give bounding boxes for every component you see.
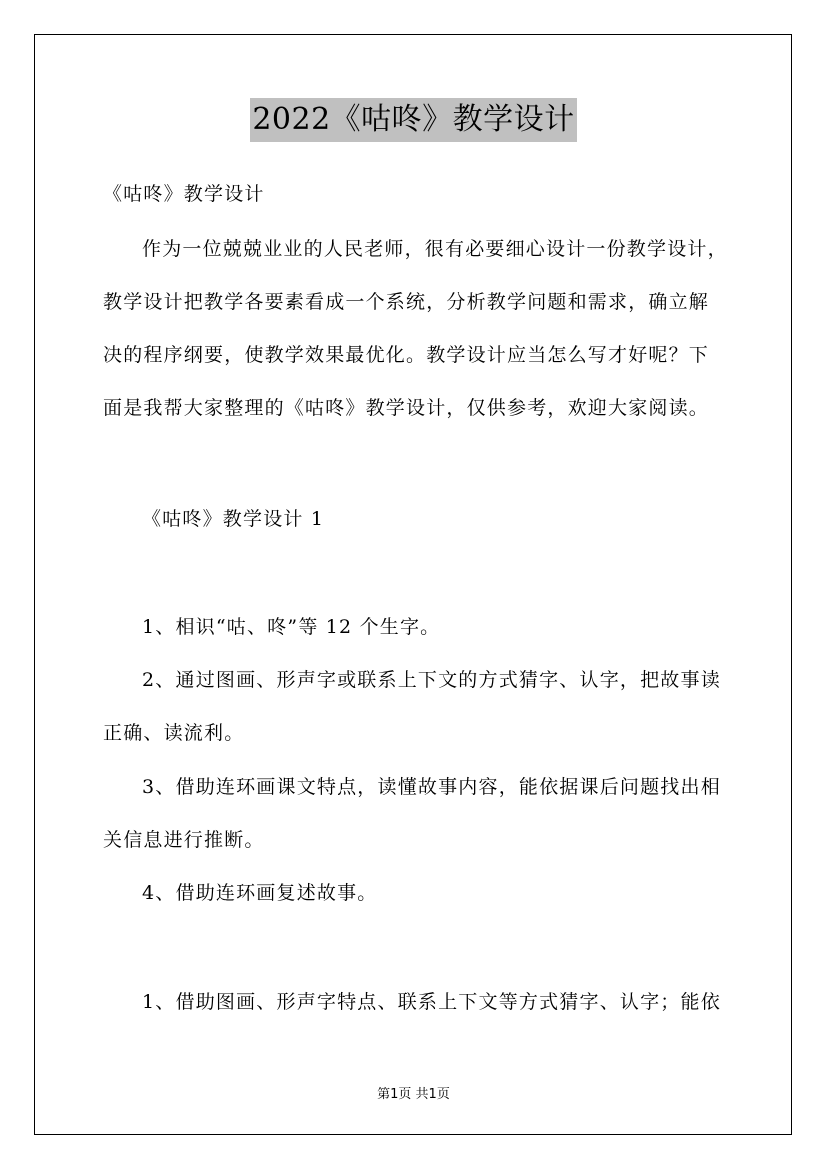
page-footer: 第1页 共1页 [377, 1087, 450, 1102]
intro-line-4: 面是我帮大家整理的《咕咚》教学设计，仅供参考，欢迎大家阅读。 [103, 397, 710, 419]
goal-line-5: 关信息进行推断。 [103, 829, 265, 851]
section-heading: 《咕咚》教学设计 1 [142, 508, 325, 530]
goal-line-1: 1、相识“咕、咚”等 12 个生字。 [142, 616, 441, 638]
title-container [0, 98, 827, 142]
goal-line-2: 2、通过图画、形声字或联系上下文的方式猜字、认字，把故事读 [142, 669, 721, 691]
intro-line-3: 决的程序纲要，使教学效果最优化。教学设计应当怎么写才好呢？下 [103, 344, 710, 366]
goal-line-4: 3、借助连环画课文特点，读懂故事内容，能依据课后问题找出相 [142, 776, 721, 798]
goal-line-6: 4、借助连环画复述故事。 [142, 882, 378, 904]
key-point-line-1: 1、借助图画、形声字特点、联系上下文等方式猜字、认字；能依 [142, 991, 721, 1013]
intro-line-2: 教学设计把教学各要素看成一个系统，分析教学问题和需求，确立解 [103, 291, 710, 313]
intro-line-1: 作为一位兢兢业业的人民老师，很有必要细心设计一份教学设计， [142, 238, 728, 260]
goal-line-3: 正确、读流利。 [103, 722, 245, 744]
document-subtitle: 《咕咚》教学设计 [103, 183, 265, 205]
document-title: 2022《咕咚》教学设计 [250, 98, 576, 142]
